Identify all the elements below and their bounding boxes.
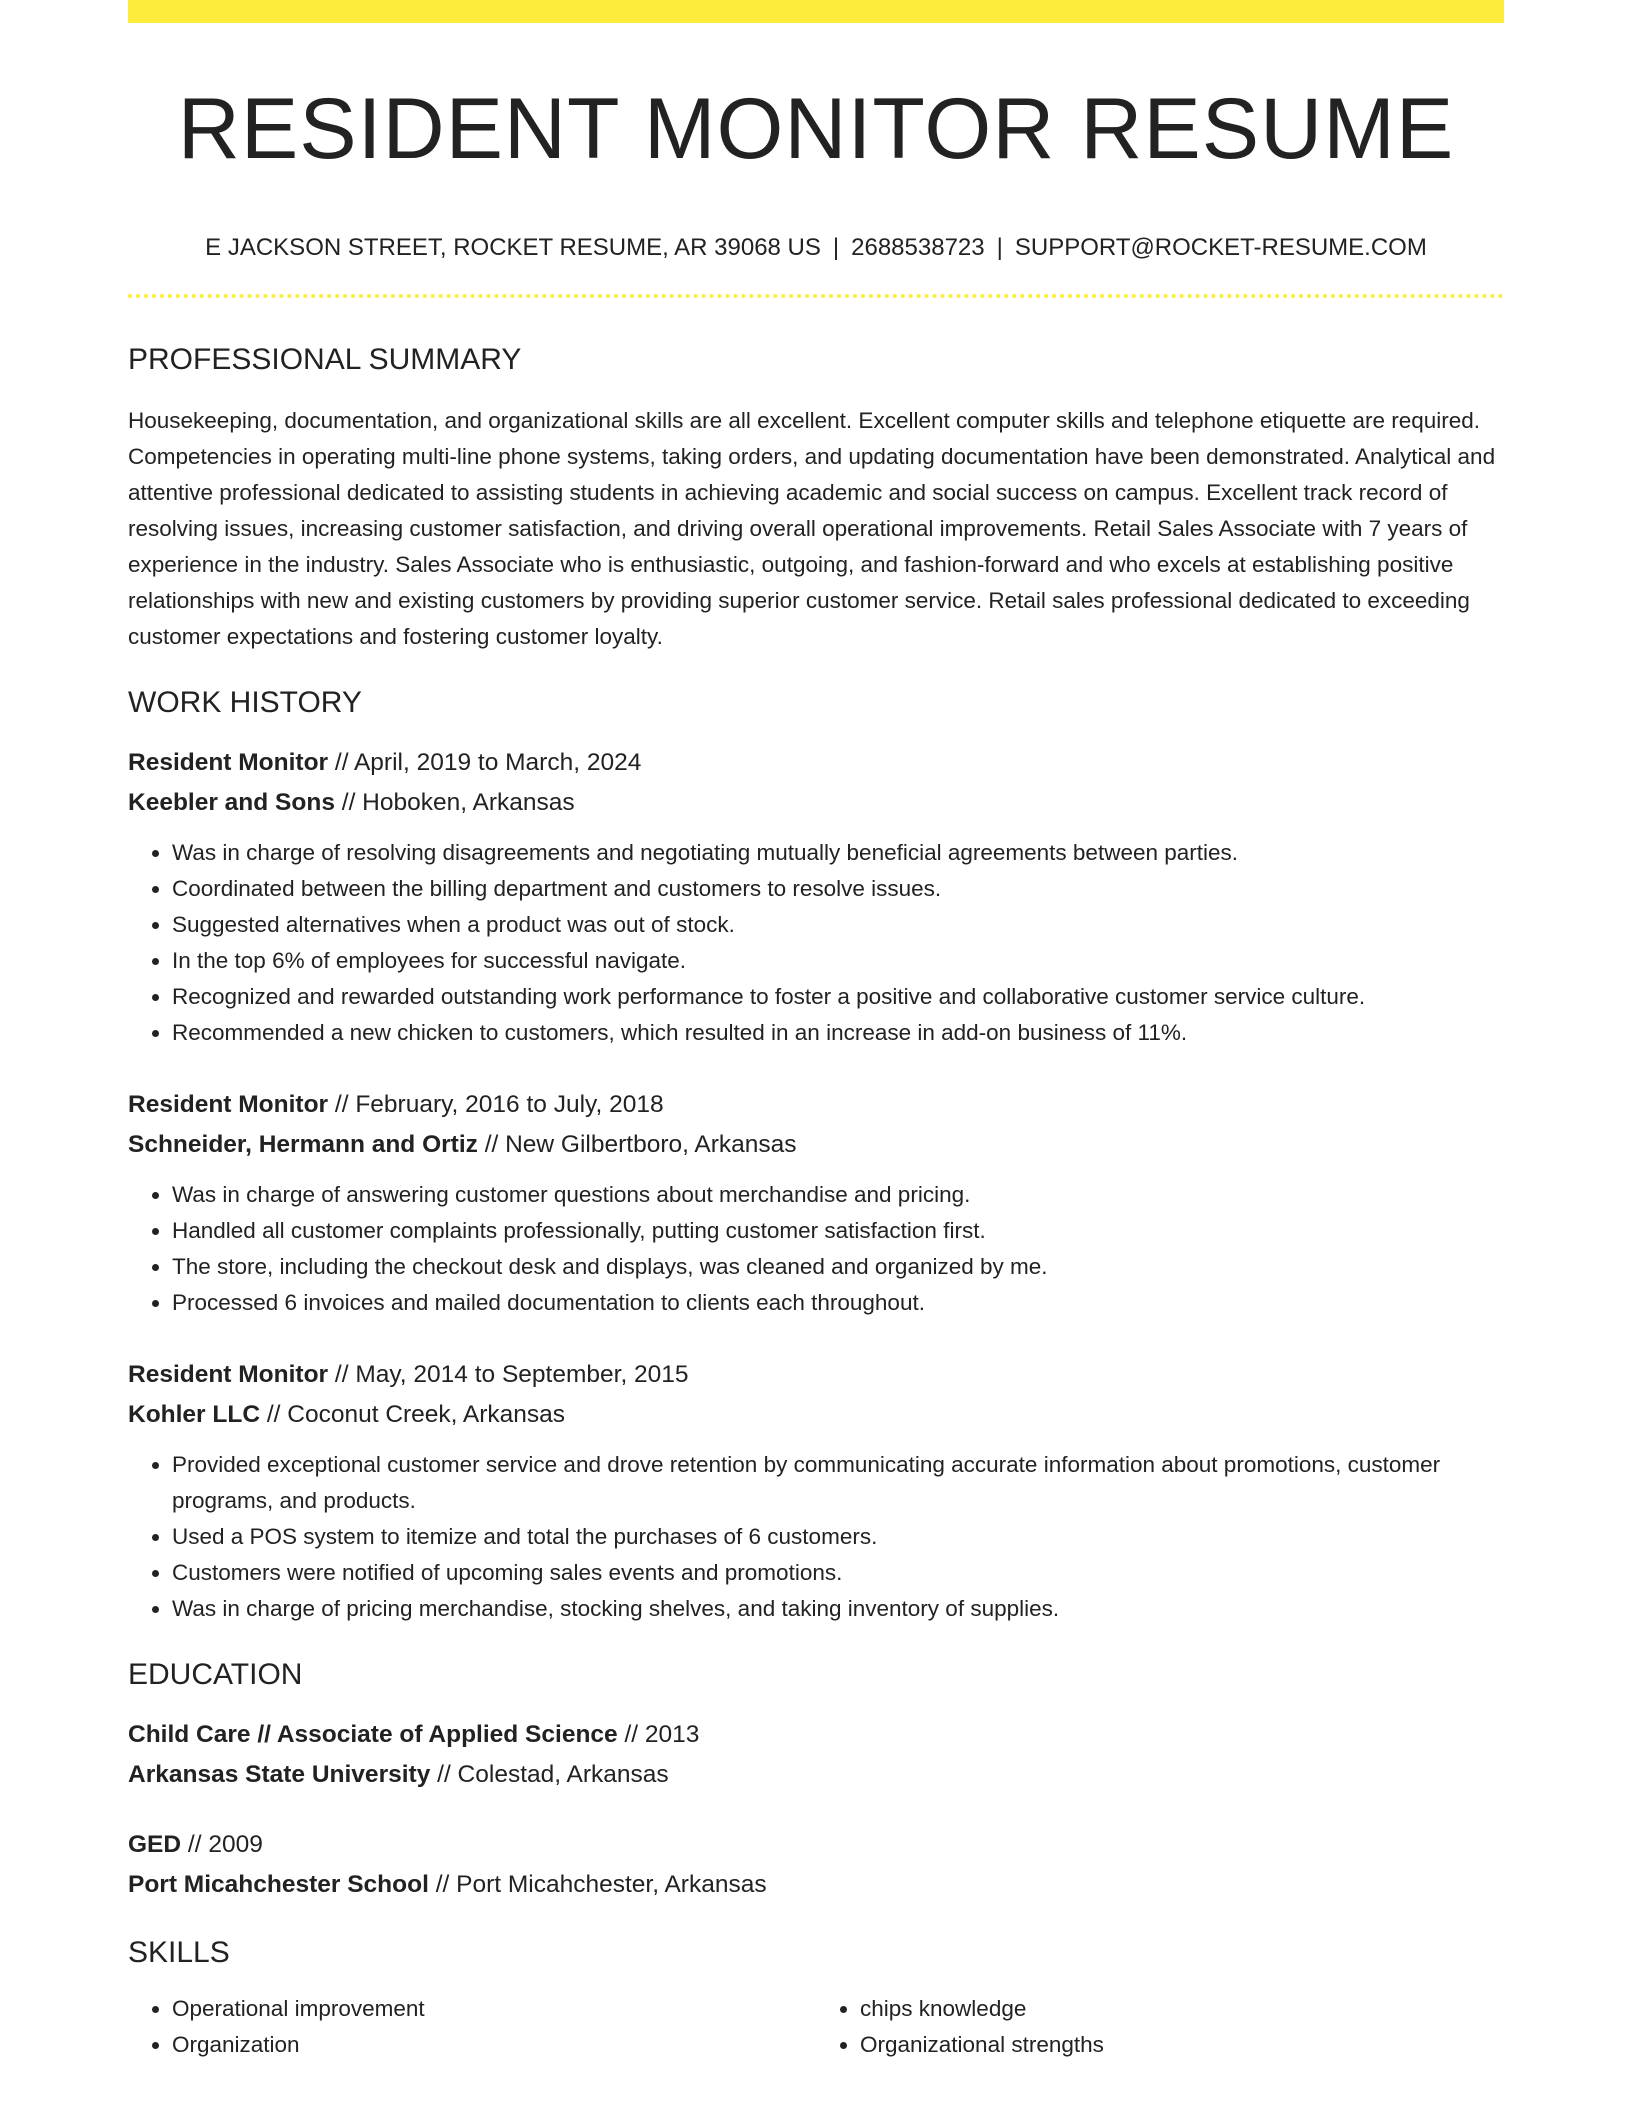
job-dates: // April, 2019 to March, 2024 (328, 749, 642, 776)
list-item: • Processed 6 invoices and mailed documentation to clients each throughout. (172, 1285, 1504, 1321)
education-location: // Colestad, Arkansas (430, 1761, 669, 1788)
section-title-summary: PROFESSIONAL SUMMARY (128, 343, 522, 376)
top-accent-bar (128, 0, 1504, 23)
list-item: • Recommended a new chicken to customers, which resulted in an increase in add-on business of 11%. (172, 1015, 1504, 1051)
job-location: // Hoboken, Arkansas (334, 789, 575, 816)
summary-text: Housekeeping, documentation, and organizational skills are all excellent. Excellent computer skills and telephone etiquette are required. Competencies in operating multi-line phone systems, taking orders, and updating documentation have been demonstrated. Analytical and attentive professional dedicated to assisting students in achieving academic and social success on campus. Excellent track record of resolving issues, increasing customer satisfaction, and driving overall operational improvements. Retail Sales Associate with 7 years of experience in the industry. Sales Associate who is enthusiastic, outgoing, and fashion-forward and who excels at establishing positive relationships with new and existing customers by providing superior customer service. Retail sales professional dedicated to exceeding customer expectations and fostering customer loyalty. (128, 408, 1496, 649)
job-company-line (128, 783, 1504, 823)
job-title-line (128, 743, 1504, 783)
list-item: • In the top 6% of employees for successful navigate. (172, 943, 1504, 979)
list-item: • Customers were notified of upcoming sales events and promotions. (172, 1555, 1504, 1591)
list-item: • Suggested alternatives when a product was out of stock. (172, 907, 1504, 943)
education-school-line (128, 1865, 1504, 1905)
skills-list-left (128, 1991, 816, 2063)
job-company: Kohler LLC (128, 1401, 261, 1428)
job-location: // Coconut Creek, Arkansas (260, 1401, 566, 1428)
education-year: // 2009 (181, 1831, 263, 1858)
job-location: // New Gilbertboro, Arkansas (477, 1131, 797, 1158)
skill-item: • Operational improvement (172, 1991, 816, 2027)
list-item: • Was in charge of answering customer questions about merchandise and pricing. (172, 1177, 1504, 1213)
job-title-line (128, 1085, 1504, 1125)
list-item: • Coordinated between the billing department and customers to resolve issues. (172, 871, 1504, 907)
education-location: // Port Micahchester, Arkansas (428, 1871, 767, 1898)
education-school: Port Micahchester School (128, 1871, 429, 1898)
job-role: Resident Monitor (128, 749, 329, 776)
contact-email: SUPPORT@ROCKET-RESUME.COM (1014, 234, 1427, 261)
job-dates: // May, 2014 to September, 2015 (328, 1361, 689, 1388)
section-title-work-history: WORK HISTORY (128, 686, 362, 719)
education-degree-line (128, 1715, 1504, 1755)
list-item: • Was in charge of resolving disagreements and negotiating mutually beneficial agreements between parties. (172, 835, 1504, 871)
education-school: Arkansas State University (128, 1761, 431, 1788)
skill-item: • Organization (172, 2027, 816, 2063)
skill-item: • chips knowledge (860, 1991, 1504, 2027)
contact-phone: 2688538723 (851, 234, 985, 261)
skills-columns (128, 1991, 1504, 2063)
job-bullets (128, 1177, 1504, 1321)
job-bullets (128, 1447, 1504, 1627)
education-degree-line (128, 1825, 1504, 1865)
education-entry (128, 1825, 1504, 1905)
contact-separator: | (996, 234, 1003, 261)
job-bullets (128, 835, 1504, 1051)
skill-item: • Organizational strengths (860, 2027, 1504, 2063)
section-title-skills: SKILLS (128, 1936, 230, 1969)
job-company: Schneider, Hermann and Ortiz (128, 1131, 478, 1158)
job-entry (128, 743, 1504, 1051)
job-role: Resident Monitor (128, 1361, 329, 1388)
dotted-divider (128, 294, 1504, 298)
education-school-line (128, 1755, 1504, 1795)
resume-page (128, 0, 1504, 2063)
education-degree: GED (128, 1831, 182, 1858)
resume-title: RESIDENT MONITOR RESUME (177, 81, 1455, 177)
contact-line (128, 233, 1504, 263)
job-role: Resident Monitor (128, 1091, 329, 1118)
contact-address: E JACKSON STREET, ROCKET RESUME, AR 39068 US (205, 234, 821, 261)
list-item: • The store, including the checkout desk and displays, was cleaned and organized by me. (172, 1249, 1504, 1285)
job-entry (128, 1355, 1504, 1627)
education-entry (128, 1715, 1504, 1795)
job-entry (128, 1085, 1504, 1321)
section-title-education: EDUCATION (128, 1658, 303, 1691)
list-item: • Provided exceptional customer service and drove retention by communicating accurate information about promotions, customer programs, and products. (172, 1447, 1504, 1519)
list-item: • Was in charge of pricing merchandise, stocking shelves, and taking inventory of supplies. (172, 1591, 1504, 1627)
list-item: • Recognized and rewarded outstanding work performance to foster a positive and collaborative customer service culture. (172, 979, 1504, 1015)
skills-list-right (816, 1991, 1504, 2063)
education-year: // 2013 (617, 1721, 700, 1748)
contact-separator: | (832, 234, 840, 261)
job-company-line (128, 1125, 1504, 1165)
job-dates: // February, 2016 to July, 2018 (328, 1091, 664, 1118)
job-title-line (128, 1355, 1504, 1395)
list-item: • Used a POS system to itemize and total the purchases of 6 customers. (172, 1519, 1504, 1555)
job-company-line (128, 1395, 1504, 1435)
list-item: • Handled all customer complaints professionally, putting customer satisfaction first. (172, 1213, 1504, 1249)
job-company: Keebler and Sons (128, 789, 335, 816)
education-degree: Child Care // Associate of Applied Science (128, 1721, 618, 1748)
